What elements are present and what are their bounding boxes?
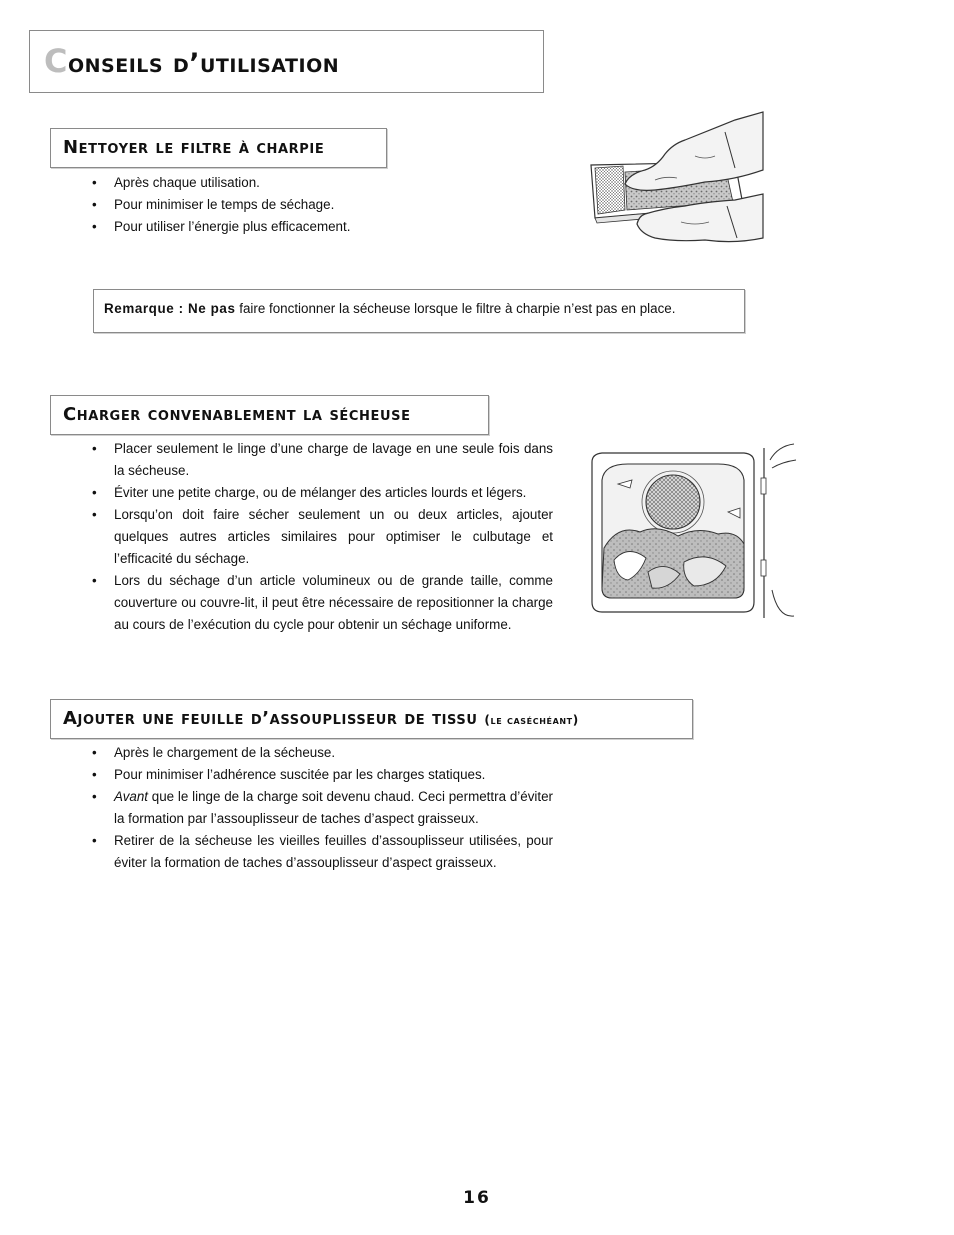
page-title-box xyxy=(29,30,544,93)
list-item: • Lorsqu’on doit faire sécher seulement un ou deux articles, ajouter quelques autres articles similaires pour optimiser le culbutage et l’efficacité du séchage. xyxy=(92,504,553,570)
list-item: • Avant que le linge de la charge soit devenu chaud. Ceci permettra d’éviter la formation par l’assouplisseur de taches d’aspect graisseux. xyxy=(92,786,553,830)
section-loading-list xyxy=(92,438,553,636)
section-lint-filter-heading: Nettoyer le filtre à charpie xyxy=(63,137,325,158)
section-softener-list xyxy=(92,742,553,874)
list-item: • Pour utiliser l’énergie plus efficacement. xyxy=(92,216,552,238)
list-item: • Après le chargement de la sécheuse. xyxy=(92,742,553,764)
note-box xyxy=(93,289,745,333)
list-item: • Placer seulement le linge d’une charge de lavage en une seule fois dans la sécheuse. xyxy=(92,438,553,482)
section-loading-heading-box xyxy=(50,395,489,435)
section-softener-heading-box xyxy=(50,699,693,739)
section-lint-filter-list xyxy=(92,172,552,238)
list-item: • Pour minimiser l’adhérence suscitée par les charges statiques. xyxy=(92,764,553,786)
emphasis-avant: Avant xyxy=(114,789,148,804)
section-softener-heading-note: (le caséchéant) xyxy=(484,713,579,727)
page-title xyxy=(44,42,340,80)
list-item: • Pour minimiser le temps de séchage. xyxy=(92,194,552,216)
dryer-drum-load-illustration xyxy=(588,440,798,622)
list-item: • Après chaque utilisation. xyxy=(92,172,552,194)
lint-filter-hands-illustration xyxy=(585,110,765,250)
section-loading-heading: Charger convenablement la sécheuse xyxy=(63,404,411,425)
note-bold: Remarque : Ne pas xyxy=(104,301,236,316)
note-body: faire fonctionner la sécheuse lorsque le filtre à charpie n’est pas en place. xyxy=(235,301,676,316)
list-item: • Éviter une petite charge, ou de mélanger des articles lourds et légers. xyxy=(92,482,553,504)
page-title-rest: onseils d’utilisation xyxy=(67,48,340,79)
page-number: 16 xyxy=(463,1188,491,1208)
page-title-initial: C xyxy=(44,42,68,80)
list-item: • Retirer de la sécheuse les vieilles feuilles d’assouplisseur utilisées, pour éviter la formation de taches d’assouplisseur d’aspect graisseux. xyxy=(92,830,553,874)
section-softener-heading-text: Ajouter une feuille d’assouplisseur de tissu xyxy=(63,708,478,729)
section-softener-heading xyxy=(63,707,579,732)
note-text xyxy=(104,301,675,316)
section-lint-filter-heading-box xyxy=(50,128,387,168)
list-item: • Lors du séchage d’un article volumineux ou de grande taille, comme couverture ou couvre-lit, il peut être nécessaire de repositionner la charge au cours de l’exécution du cycle pour obtenir un séchage uniforme. xyxy=(92,570,553,636)
